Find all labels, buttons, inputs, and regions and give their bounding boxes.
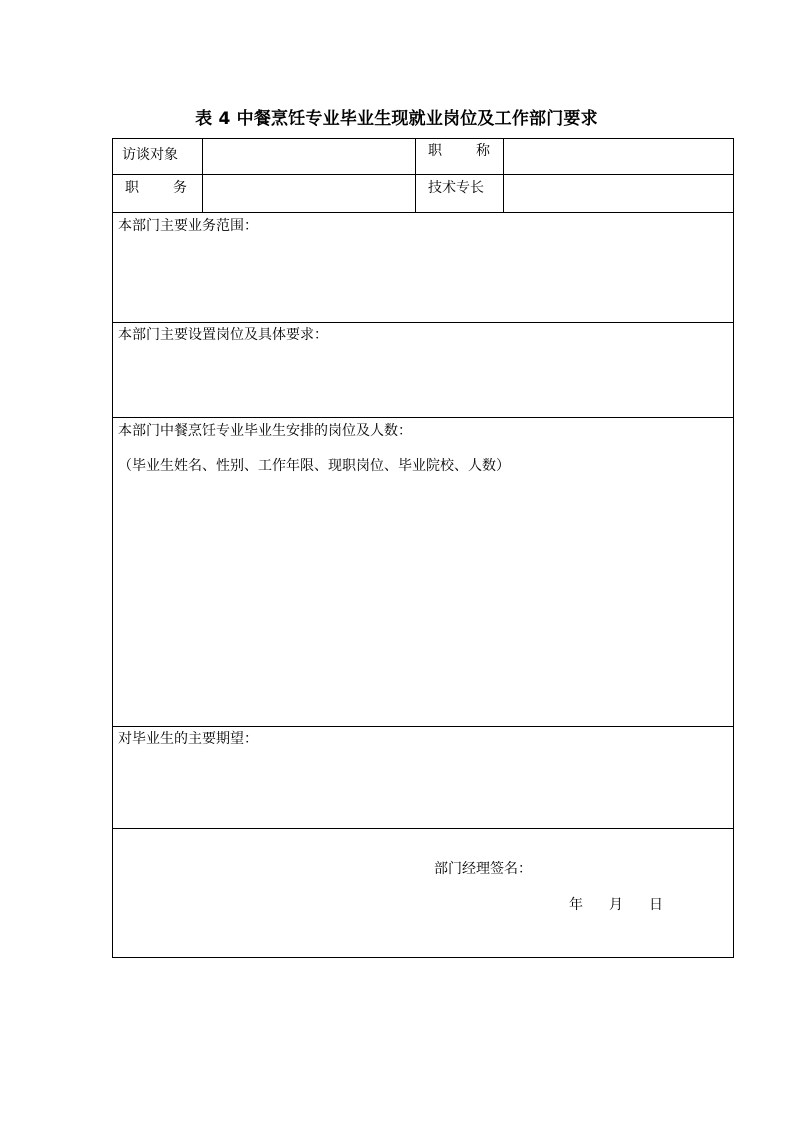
date-day: 日: [649, 897, 663, 913]
interviewee-field[interactable]: [205, 141, 412, 172]
positions-requirements-label: 本部门主要设置岗位及具体要求：: [118, 327, 328, 343]
col-divider-2: [415, 139, 416, 212]
business-scope-label: 本部门主要业务范围：: [118, 218, 258, 234]
page-title: 表 4 中餐烹饪专业毕业生现就业岗位及工作部门要求: [195, 109, 598, 129]
row-divider-3: [113, 322, 733, 323]
skill-label: 技术专长: [428, 180, 484, 196]
row-divider-4: [113, 417, 733, 418]
position-label-char-1: 职: [125, 180, 139, 196]
title-label-char-1: 职: [428, 143, 442, 159]
title-field[interactable]: [506, 141, 731, 172]
position-label-char-2: 务: [173, 180, 187, 196]
row-divider-2: [113, 212, 733, 213]
date-year: 年: [569, 897, 583, 913]
survey-form: [112, 138, 734, 958]
interviewee-label: 访谈对象: [122, 147, 178, 163]
expectations-label: 对毕业生的主要期望：: [118, 731, 258, 747]
row-divider-1: [113, 174, 733, 175]
skill-field[interactable]: [506, 177, 731, 210]
row-divider-5: [113, 726, 733, 727]
position-field[interactable]: [205, 177, 412, 210]
graduate-positions-hint: （毕业生姓名、性别、工作年限、现职岗位、毕业院校、人数）: [118, 458, 510, 474]
position-label: [125, 180, 187, 196]
title-label: [428, 143, 490, 159]
row-divider-6: [113, 828, 733, 829]
date-month: 月: [609, 897, 623, 913]
col-divider-3: [503, 139, 504, 212]
col-divider-1: [202, 139, 203, 212]
manager-signature-label: 部门经理签名：: [434, 861, 532, 877]
title-label-char-2: 称: [476, 143, 490, 159]
graduate-positions-label: 本部门中餐烹饪专业毕业生安排的岗位及人数：: [118, 423, 412, 439]
